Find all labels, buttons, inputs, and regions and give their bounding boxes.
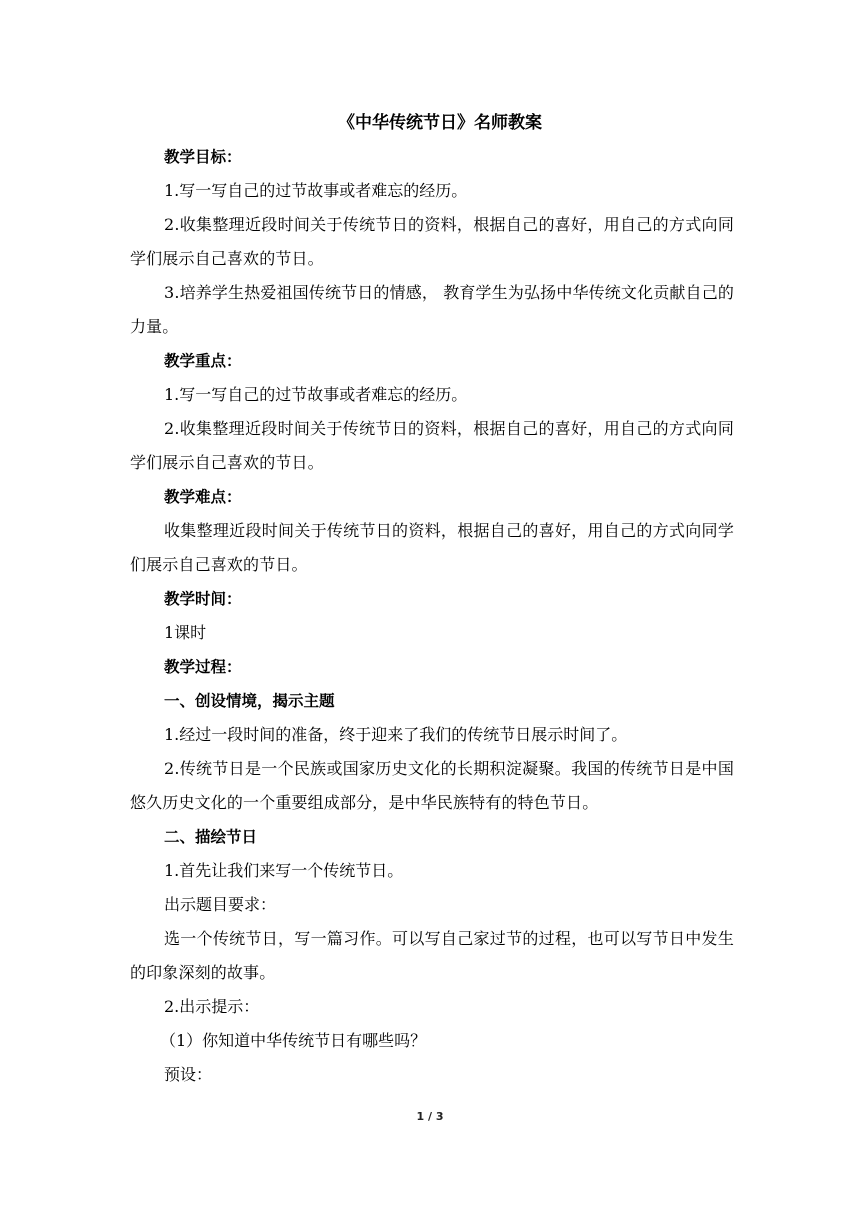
teaching-time-value: 1课时	[164, 623, 207, 642]
key-points-heading: 教学重点：	[164, 352, 242, 370]
requirement-label: 出示题目要求：	[164, 895, 277, 914]
requirement-text: 选一个传统节日，写一篇习作。可以写自己家过节的过程，也可以写节日中发生的印象深刻的故事。	[130, 929, 734, 982]
page-number: 1 / 3	[416, 1110, 444, 1123]
key-point-item: 2.收集整理近段时间关于传统节日的资料，根据自己的喜好，用自己的方式向同学们展示自己喜欢的节日。	[130, 419, 734, 472]
key-point-item: 1.写一写自己的过节故事或者难忘的经历。	[164, 385, 468, 404]
section-item: 2.出示提示：	[164, 997, 260, 1016]
teaching-process-heading: 教学过程：	[164, 658, 242, 676]
difficult-points-heading: 教学难点：	[164, 488, 242, 506]
document-body	[130, 106, 734, 1092]
preset-label: 预设：	[164, 1065, 213, 1084]
teaching-time-heading: 教学时间：	[164, 590, 242, 608]
difficult-point-item: 收集整理近段时间关于传统节日的资料，根据自己的喜好，用自己的方式向同学们展示自己喜欢的节日。	[130, 521, 734, 574]
section-item: 1.经过一段时间的准备，终于迎来了我们的传统节日展示时间了。	[164, 725, 628, 744]
goal-item: 1.写一写自己的过节故事或者难忘的经历。	[164, 181, 468, 200]
document-title: 《中华传统节日》名师教案	[338, 113, 542, 133]
goals-heading: 教学目标：	[164, 148, 242, 166]
section-heading: 一、创设情境，揭示主题	[164, 692, 335, 710]
section-heading: 二、描绘节日	[164, 828, 258, 846]
question-item: （1）你知道中华传统节日有哪些吗？	[160, 1031, 427, 1050]
goal-item: 2.收集整理近段时间关于传统节日的资料，根据自己的喜好，用自己的方式向同学们展示自己喜欢的节日。	[130, 215, 734, 268]
section-item: 2.传统节日是一个民族或国家历史文化的长期积淀凝聚。我国的传统节日是中国悠久历史文化的一个重要组成部分，是中华民族特有的特色节日。	[130, 759, 734, 812]
goal-item: 3.培养学生热爱祖国传统节日的情感， 教育学生为弘扬中华传统文化贡献自己的力量。	[130, 283, 734, 336]
section-item: 1.首先让我们来写一个传统节日。	[164, 861, 404, 880]
